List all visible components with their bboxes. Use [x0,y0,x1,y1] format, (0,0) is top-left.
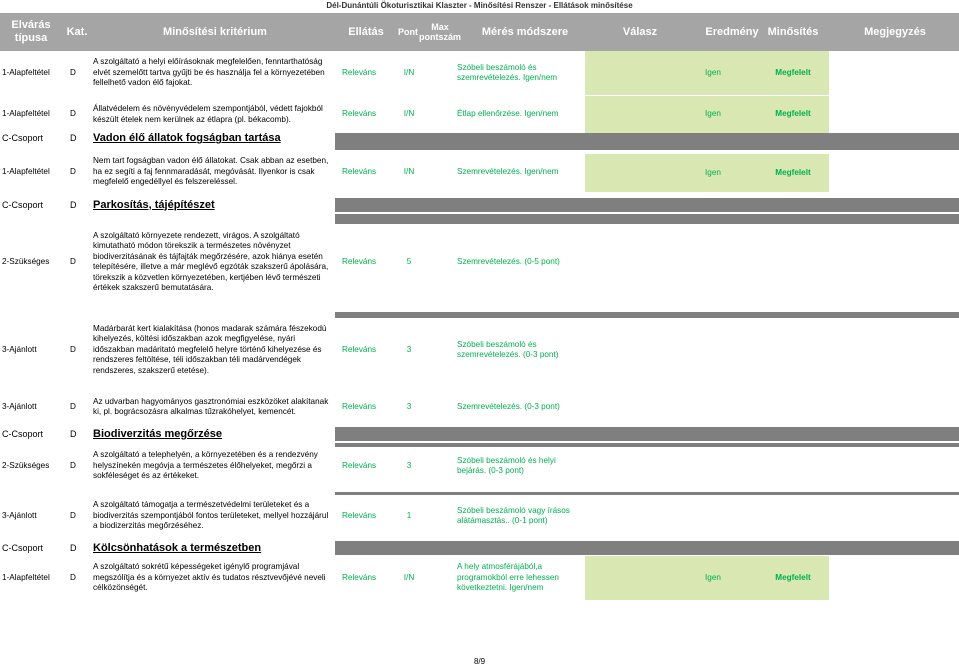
section-title-text: Vadon élő állatok fogságban tartása [93,132,281,145]
section-title-text: Parkosítás, tájépítészet [93,198,215,211]
row-method: A hely atmosférájából,a programokból erre lehessen következtetni. Igen/nem [457,562,559,593]
row-result: Igen [703,154,757,192]
table-row [0,312,959,388]
section-type: C-Csoport [2,428,44,439]
header-val: Válasz [622,25,658,38]
row-points: I/N [403,572,415,582]
row-points: 3 [406,460,412,470]
table-row [0,51,959,95]
row-result: Igen [703,96,757,133]
section-type: C-Csoport [2,133,44,144]
row-type: 3-Ajánlott [2,401,37,411]
row-type: 3-Ajánlott [2,344,37,354]
row-answer[interactable] [585,556,703,600]
section-type: C-Csoport [2,199,44,210]
row-type: 3-Ajánlott [2,510,37,520]
section-title [93,541,335,555]
row-rating: Megfelelt [757,96,829,133]
row-criterion: Állatvédelem és növényvédelem szempontjából, védett fajokból készült ételek nem kerülnek az étlapra (pl. békacomb). [93,104,323,124]
section-title-text: Kölcsönhatások a természetben [93,541,262,554]
gray-strip [335,214,959,224]
header-pont: Pont [398,27,418,37]
gray-strip [335,312,959,318]
table-header [0,13,959,51]
row-relevance: Releváns [342,401,377,411]
row-category: D [70,460,76,470]
header-max: Max pontszám [419,22,462,42]
row-relevance: Releváns [342,344,377,354]
header-ell: Ellátás [348,25,384,38]
row-criterion: A szolgáltató sokrétű képességeket igénylő programjával megszólítja és a környezet aktív és tudatos résztvevőjévé neveli célközönségét. [93,562,326,593]
row-criterion: A szolgáltató a helyi előírásoknak megfelelően, fenntarthatóság elvét szemelőtt tartva gyűjti be és használja fel a környezetében fellelhető vadon élő fajokat. [93,57,325,88]
row-relevance: Releváns [342,109,377,119]
row-answer[interactable] [585,96,703,133]
table-row [0,492,959,540]
row-criterion: Az udvarban hagyományos gasztronómiai eszközöket alakítanak ki, pl. bográcsozásra alkalmas tűzrakóhelyet, kemencét. [93,396,329,416]
row-result: Igen [703,51,757,95]
row-type: 1-Alapfeltétel [2,67,50,77]
row-relevance: Releváns [342,572,377,582]
document-title: Dél-Dunántúli Ökoturisztikai Klaszter - Minősítési Renszer - Ellátások minősítése [326,1,633,10]
row-category: D [70,572,76,582]
row-criterion: A szolgáltató a telephelyén, a környezetében és a rendezvény helyszínekén megóvja a természetes élőhelyeket, megőrzi a sokféleséget és az értékeket. [93,450,318,481]
section-row [0,133,959,144]
row-relevance: Releváns [342,67,377,77]
row-method: Szemrevételezés. (0-3 pont) [457,401,560,411]
gray-strip [335,144,959,150]
row-points: 1 [406,510,412,520]
section-title [93,133,335,144]
row-type: 2-Szükséges [2,460,50,470]
gray-strip [335,443,959,447]
row-points: 3 [406,344,412,354]
row-category: D [70,166,76,176]
table-row [0,388,959,426]
row-relevance: Releváns [342,510,377,520]
section-type: C-Csoport [2,542,44,553]
table-row [0,144,959,200]
row-method: Étlap ellenőrzése. Igen/nem [457,109,559,119]
section-bar [335,198,959,212]
section-category: D [70,428,77,439]
row-criterion: A szolgáltató támogatja a természetvédelmi területeket és a biodiverzitás szempontjából fontos területeket, mellyel hozzájárul a biodizerzitás megőrzéséhez. [93,500,329,531]
header-kat: Kat. [66,25,88,38]
table-row [0,214,959,310]
row-rating: Megfelelt [757,51,829,95]
table-row [0,96,959,133]
header-ered: Eredmény [705,25,759,38]
section-row [0,541,959,555]
row-criterion: A szolgáltató környezete rendezett, virágos. A szolgáltató kimutatható módon törekszik a természetes növényzet biodiverzitásának és tájfajták megőrzésére, azok hiánya esetén telepítésére, illetve a már meglévő egzóták szakszerű ápolására, törekszik a közvetlen környezetében, kertjében lévő természeti értékek szakszerű bemutatására. [93,230,329,292]
row-category: D [70,344,76,354]
row-answer[interactable] [585,154,703,192]
section-bar [335,541,959,555]
row-category: D [70,109,76,119]
row-points: I/N [403,166,415,176]
row-method: Szóbeli beszámoló és szemrevételezés. Igen/nem [457,62,558,82]
table-row [0,556,959,600]
row-category: D [70,401,76,411]
header-min: Minősítés [767,25,819,38]
row-criterion: Nem tart fogságban vadon élő állatokat. Csak abban az esetben, ha ez segíti a faj fennmaradását, megóvását. Ilyenkor is csak megfelelő engedéllyel és felszereléssel. [93,156,329,187]
section-row [0,427,959,441]
row-points: I/N [403,67,415,77]
gray-strip [335,492,959,495]
row-type: 1-Alapfeltétel [2,109,50,119]
row-rating: Megfelelt [757,154,829,192]
header-mer: Mérés módszere [481,25,569,38]
row-relevance: Releváns [342,256,377,266]
row-points: 3 [406,401,412,411]
page-number: 8/9 [473,657,486,666]
section-category: D [70,199,77,210]
section-bar [335,133,959,144]
row-answer[interactable] [585,51,703,95]
row-type: 2-Szükséges [2,256,50,266]
row-category: D [70,256,76,266]
row-points: 5 [406,256,412,266]
row-result: Igen [703,556,757,600]
section-bar [335,427,959,441]
row-type: 1-Alapfeltétel [2,572,50,582]
section-title [93,427,335,441]
row-method: Szóbeli beszámoló és szemrevételezés. (0-3 pont) [457,339,559,359]
row-method: Szemrevételezés. Igen/nem [457,166,559,176]
row-method: Szemrevételezés. (0-5 pont) [457,256,560,266]
row-category: D [70,510,76,520]
header-tipus: Elvárás típusa [11,19,51,44]
table-row [0,443,959,489]
section-title-text: Biodiverzitás megőrzése [93,427,222,440]
row-type: 1-Alapfeltétel [2,166,50,176]
section-title [93,198,335,212]
section-category: D [70,542,77,553]
row-relevance: Releváns [342,460,377,470]
row-method: Szóbeli beszámoló és helyi bejárás. (0-3 pont) [457,455,556,475]
row-method: Szóbeli beszámoló vagy írásos alátámasztás.. (0-1 pont) [457,505,570,525]
section-row [0,198,959,212]
row-points: I/N [403,109,415,119]
header-krit: Minősítési kritérium [163,25,267,38]
row-criterion: Madárbarát kert kialakítása (honos madarak számára fészekodú kihelyezés, költési időszakban azok megfigyelése, nyári időszakban madáritató megfelelő helyre történő kihelyezése és rendszeres feltöltése, téli időszakban téli madárvendégek rendszeres, szakszerű etetése). [93,323,327,375]
header-meg: Megjegyzés [864,25,926,38]
row-category: D [70,67,76,77]
row-rating: Megfelelt [757,556,829,600]
row-relevance: Releváns [342,166,377,176]
section-category: D [70,133,77,144]
